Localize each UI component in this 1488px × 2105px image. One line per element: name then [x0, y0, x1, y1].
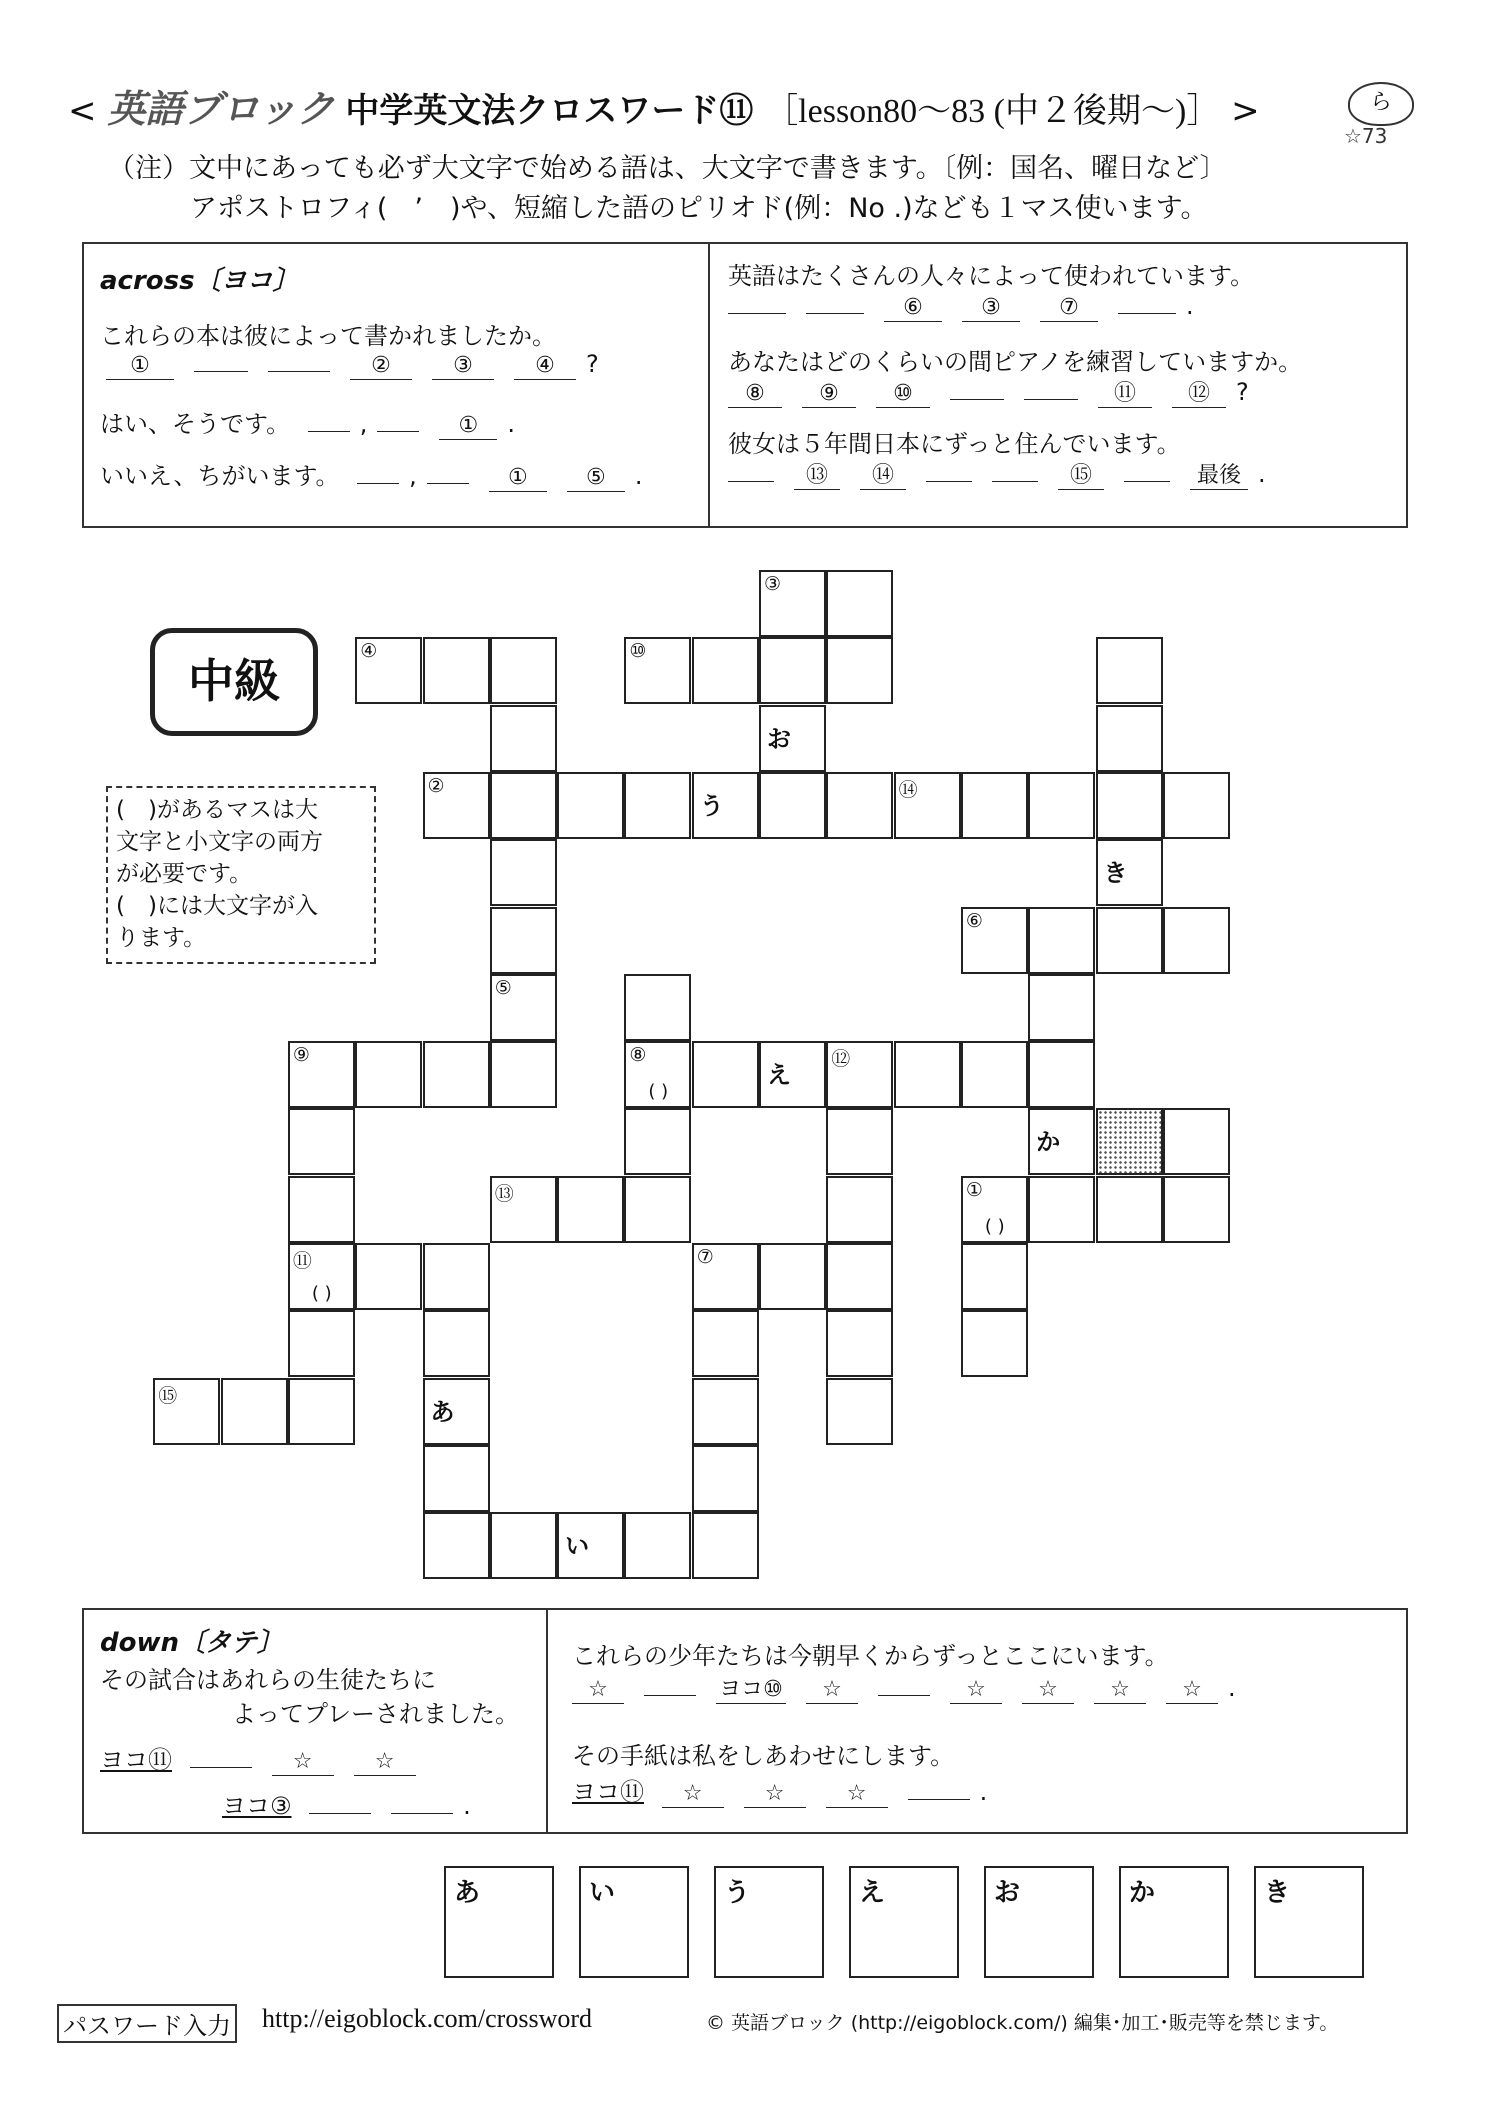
blank: ☆	[826, 1781, 888, 1808]
grid-cell[interactable]	[624, 1176, 691, 1243]
grid-cell[interactable]	[624, 772, 691, 839]
grid-cell[interactable]	[826, 1041, 893, 1108]
grid-cell[interactable]	[288, 1378, 355, 1445]
across-q4-jp: 彼女は５年間日本にずっと住んでいます。	[728, 430, 1181, 458]
grid-cell[interactable]	[624, 1041, 691, 1108]
across-heading: across〔ヨコ〕	[100, 266, 299, 296]
period: .	[1186, 292, 1194, 320]
grid-cell[interactable]	[826, 1378, 893, 1445]
grid-cell[interactable]	[1028, 1108, 1095, 1175]
grid-cell[interactable]	[759, 772, 826, 839]
blank: ☆	[1094, 1677, 1146, 1704]
capital-marker: ( )	[311, 1283, 332, 1304]
grid-cell[interactable]	[759, 570, 826, 637]
grid-cell[interactable]	[826, 772, 893, 839]
down-q1-row1	[100, 1740, 426, 1776]
blank: ①	[106, 353, 174, 380]
grid-cell[interactable]	[1096, 1176, 1163, 1243]
down-q1-row2	[222, 1786, 471, 1821]
period: .	[507, 410, 516, 438]
sheet-code: ☆73	[1344, 124, 1388, 148]
blank: ⑬	[794, 463, 840, 490]
blank: ☆	[272, 1749, 334, 1776]
grid-cell[interactable]	[423, 1445, 490, 1512]
grid-cell[interactable]	[961, 1310, 1028, 1377]
grid-cell[interactable]	[1028, 974, 1095, 1041]
blank: ⑫	[1172, 381, 1226, 408]
crossword-url-link[interactable]: http://eigoblock.com/crossword	[262, 2004, 593, 2033]
copyright: © 英語ブロック (http://eigoblock.com/) 編集･加工･販売等を禁じます。	[706, 2012, 1339, 2034]
password-label: き	[1264, 1878, 1291, 1908]
blank: ①	[439, 413, 497, 440]
grid-cell[interactable]	[355, 637, 422, 704]
blank: ☆	[354, 1749, 416, 1776]
grid-cell[interactable]	[1028, 1041, 1095, 1108]
cell-number: ⑨	[292, 1044, 310, 1067]
grid-cell[interactable]	[1163, 772, 1230, 839]
grid-cell[interactable]	[1028, 772, 1095, 839]
grid-cell[interactable]	[624, 1108, 691, 1175]
grid-cell[interactable]	[221, 1378, 288, 1445]
grid-cell[interactable]	[288, 1243, 355, 1310]
grid-cell[interactable]	[288, 1310, 355, 1377]
grid-cell[interactable]	[490, 705, 557, 772]
title-text: 中学英文法クロスワード⑪	[345, 91, 754, 131]
grid-cell[interactable]	[692, 1445, 759, 1512]
memo-line: 文字と小文字の両方	[116, 829, 323, 855]
grid-cell[interactable]	[490, 1041, 557, 1108]
grid-cell[interactable]	[759, 637, 826, 704]
label: ヨコ⑪	[572, 1778, 644, 1806]
grid-cell[interactable]	[961, 772, 1028, 839]
blank: ③	[962, 295, 1020, 322]
grid-cell[interactable]	[826, 1310, 893, 1377]
grid-cell[interactable]	[423, 1378, 490, 1445]
password-label: お	[994, 1878, 1021, 1908]
blank: ☆	[950, 1677, 1002, 1704]
down-heading: down〔タテ〕	[100, 1628, 284, 1658]
period: .	[1258, 460, 1266, 488]
grid-cell[interactable]	[624, 637, 691, 704]
blank: ⑤	[567, 465, 625, 492]
period: .	[634, 462, 643, 490]
grid-cell[interactable]	[759, 1041, 826, 1108]
cell-number: ②	[427, 774, 445, 797]
across-a1-jp: はい、そうです。	[100, 410, 291, 438]
period: .	[979, 1778, 988, 1806]
question-mark: ?	[586, 350, 599, 378]
password-cell-ka[interactable]	[1119, 1866, 1229, 1978]
label: ヨコ③	[222, 1792, 292, 1820]
cell-number: ⑤	[494, 976, 512, 999]
grid-cell[interactable]	[423, 772, 490, 839]
down-q3-jp: その手紙は私をしあわせにします。	[572, 1742, 955, 1770]
down-q1-jp2: よってプレーされました。	[232, 1700, 520, 1728]
cell-number: ⑭	[898, 778, 918, 801]
grid-cell[interactable]	[423, 1310, 490, 1377]
grid-cell[interactable]	[557, 1512, 624, 1579]
down-q3-answer	[572, 1772, 987, 1808]
blank	[878, 1695, 930, 1696]
grid-cell[interactable]	[423, 1512, 490, 1579]
password-label: か	[1129, 1878, 1156, 1908]
cell-number: ④	[360, 640, 378, 663]
blank: ④	[514, 353, 576, 380]
blank	[391, 1813, 453, 1814]
grid-cell[interactable]	[1163, 1108, 1230, 1175]
down-divider	[546, 1608, 548, 1832]
note-line-2: アポストロフィ( ’ )や、短縮した語のピリオド(例：No .)なども１マス使います。	[190, 193, 1208, 224]
blank: ⑪	[1098, 381, 1152, 408]
grid-cell[interactable]	[490, 772, 557, 839]
blank: ☆	[572, 1677, 624, 1704]
grid-cell[interactable]	[288, 1176, 355, 1243]
memo-line: ります。	[116, 925, 207, 951]
grid-cell[interactable]	[355, 1243, 422, 1310]
blank: ⑭	[860, 463, 906, 490]
grid-cell[interactable]	[490, 907, 557, 974]
blank: ヨコ⑩	[716, 1677, 786, 1704]
grid-cell[interactable]	[961, 907, 1028, 974]
across-q2-jp: 英語はたくさんの人々によって使われています。	[728, 262, 1255, 290]
comma: ,	[359, 410, 368, 438]
across-q1-jp: これらの本は彼によって書かれましたか。	[100, 322, 556, 350]
password-cell-ki[interactable]	[1254, 1866, 1364, 1978]
down-q2-jp: これらの少年たちは今朝早くからずっとここにいます。	[572, 1642, 1169, 1670]
blank: ①	[489, 465, 547, 492]
grid-cell[interactable]	[423, 1041, 490, 1108]
grid-cell[interactable]	[961, 1041, 1028, 1108]
cell-number: ③	[764, 573, 782, 595]
cell-kana-marker: え	[767, 1061, 791, 1090]
grid-cell[interactable]	[1096, 705, 1163, 772]
grid-cell[interactable]	[624, 1512, 691, 1579]
grid-cell[interactable]	[624, 974, 691, 1041]
password-label: え	[859, 1878, 886, 1908]
grid-cell[interactable]	[1028, 907, 1095, 974]
blank: ☆	[1166, 1677, 1218, 1704]
password-label: あ	[454, 1878, 481, 1908]
grid-cell[interactable]	[490, 974, 557, 1041]
grid-cell[interactable]	[692, 1041, 759, 1108]
memo-line: ( )があるマスは大	[116, 797, 318, 823]
grid-cell[interactable]	[490, 1176, 557, 1243]
grid-cell[interactable]	[557, 1176, 624, 1243]
period: .	[463, 1792, 471, 1820]
grid-cell[interactable]	[894, 772, 961, 839]
mascot-icon: ら	[1348, 82, 1414, 126]
capital-marker: ( )	[984, 1215, 1005, 1237]
grid-cell[interactable]	[692, 1243, 759, 1310]
grid-cell[interactable]	[153, 1378, 220, 1445]
grid-cell[interactable]	[1096, 1108, 1163, 1175]
blank: ③	[432, 353, 494, 380]
grid-cell[interactable]	[692, 637, 759, 704]
cell-number: ⑫	[831, 1048, 851, 1071]
blank: ⑮	[1058, 463, 1104, 490]
blank: 最後	[1190, 463, 1248, 490]
blank: ⑦	[1040, 295, 1098, 322]
grid-cell[interactable]	[692, 1310, 759, 1377]
password-cell-a[interactable]	[444, 1866, 554, 1978]
grid-cell[interactable]	[1096, 907, 1163, 974]
grid-cell[interactable]	[557, 772, 624, 839]
grid-cell[interactable]	[423, 1243, 490, 1310]
across-q3-jp: あなたはどのくらいの間ピアノを練習していますか。	[728, 348, 1303, 376]
lesson-range: ［lesson80～83 (中２後期～)］	[764, 93, 1221, 130]
grid-cell[interactable]	[961, 1176, 1028, 1243]
capital-marker: ( )	[648, 1081, 669, 1103]
grid-cell[interactable]	[826, 570, 893, 637]
grid-cell[interactable]	[692, 1512, 759, 1579]
grid-cell[interactable]	[826, 1108, 893, 1175]
grid-cell[interactable]	[692, 772, 759, 839]
cell-kana-marker: あ	[430, 1397, 455, 1426]
cell-kana-marker: き	[1103, 859, 1128, 888]
question-mark: ?	[1236, 378, 1249, 406]
level-badge: 中級	[150, 628, 318, 736]
grid-cell[interactable]	[490, 637, 557, 704]
blank	[309, 1813, 371, 1814]
blank: ⑥	[884, 295, 942, 322]
grid-cell[interactable]	[1096, 772, 1163, 839]
grid-cell[interactable]	[1096, 637, 1163, 704]
title-bracket-left: <	[68, 91, 97, 131]
password-cell-o[interactable]	[984, 1866, 1094, 1978]
grid-cell[interactable]	[1028, 1176, 1095, 1243]
across-a2-jp: いいえ、ちがいます。	[100, 462, 340, 490]
grid-cell[interactable]	[490, 839, 557, 906]
blank: ⑧	[728, 381, 782, 408]
grid-cell[interactable]	[288, 1108, 355, 1175]
cell-number: ⑬	[494, 1182, 514, 1205]
label: ヨコ⑪	[100, 1746, 172, 1774]
grid-cell[interactable]	[826, 1176, 893, 1243]
grid-cell[interactable]	[759, 1243, 826, 1310]
grid-cell[interactable]	[961, 1243, 1028, 1310]
blank: ⑩	[876, 381, 930, 408]
cell-number: ⑪	[292, 1250, 312, 1272]
cell-number: ⑩	[629, 640, 647, 663]
blank: ☆	[806, 1677, 858, 1704]
blank: ⑨	[802, 381, 856, 408]
blank	[190, 1767, 252, 1768]
memo-line: が必要です。	[116, 861, 253, 887]
grid-cell[interactable]	[423, 637, 490, 704]
cell-kana-marker: う	[699, 791, 724, 820]
note-line-1: （注）文中にあっても必ず大文字で始める語は、大文字で書きます。〔例：国名、曜日など〕	[108, 153, 1227, 184]
password-label: う	[724, 1878, 751, 1908]
grid-cell[interactable]	[288, 1041, 355, 1108]
down-q2-answer	[562, 1674, 1236, 1704]
cell-kana-marker: い	[565, 1532, 590, 1561]
cell-number: ⑥	[965, 909, 983, 932]
grid-cell[interactable]	[1163, 907, 1230, 974]
blank: ☆	[1022, 1677, 1074, 1704]
grid-cell[interactable]	[826, 637, 893, 704]
cell-kana-marker: お	[767, 724, 791, 753]
cell-number: ⑧	[629, 1044, 647, 1067]
grid-cell[interactable]	[355, 1041, 422, 1108]
password-cell-u[interactable]	[714, 1866, 824, 1978]
password-cell-i[interactable]	[579, 1866, 689, 1978]
cell-number: ⑮	[158, 1384, 178, 1407]
comma: ,	[409, 462, 417, 490]
cell-kana-marker: か	[1036, 1128, 1061, 1157]
brand-logo: 英語ブロック	[107, 86, 335, 131]
grid-cell[interactable]	[692, 1378, 759, 1445]
grid-cell[interactable]	[490, 1512, 557, 1579]
blank: ②	[350, 353, 412, 380]
title-bracket-right: >	[1231, 91, 1260, 131]
down-q1-jp1: その試合はあれらの生徒たちに	[100, 1666, 436, 1694]
blank: ☆	[662, 1781, 724, 1808]
grid-cell[interactable]	[826, 1243, 893, 1310]
grid-cell[interactable]	[894, 1041, 961, 1108]
grid-cell[interactable]	[759, 705, 826, 772]
memo-line: ( )には大文字が入	[116, 893, 318, 919]
blank	[644, 1695, 696, 1696]
password-entry-button[interactable]: パスワード入力	[57, 2004, 237, 2043]
cell-number: ⑦	[696, 1246, 714, 1268]
password-cell-e[interactable]	[849, 1866, 959, 1978]
blank: ☆	[744, 1781, 806, 1808]
blank	[908, 1799, 970, 1800]
cell-number: ①	[965, 1178, 983, 1201]
period: .	[1228, 1674, 1236, 1702]
grid-cell[interactable]	[1163, 1176, 1230, 1243]
grid-cell[interactable]	[1096, 839, 1163, 906]
password-label: い	[589, 1878, 616, 1908]
